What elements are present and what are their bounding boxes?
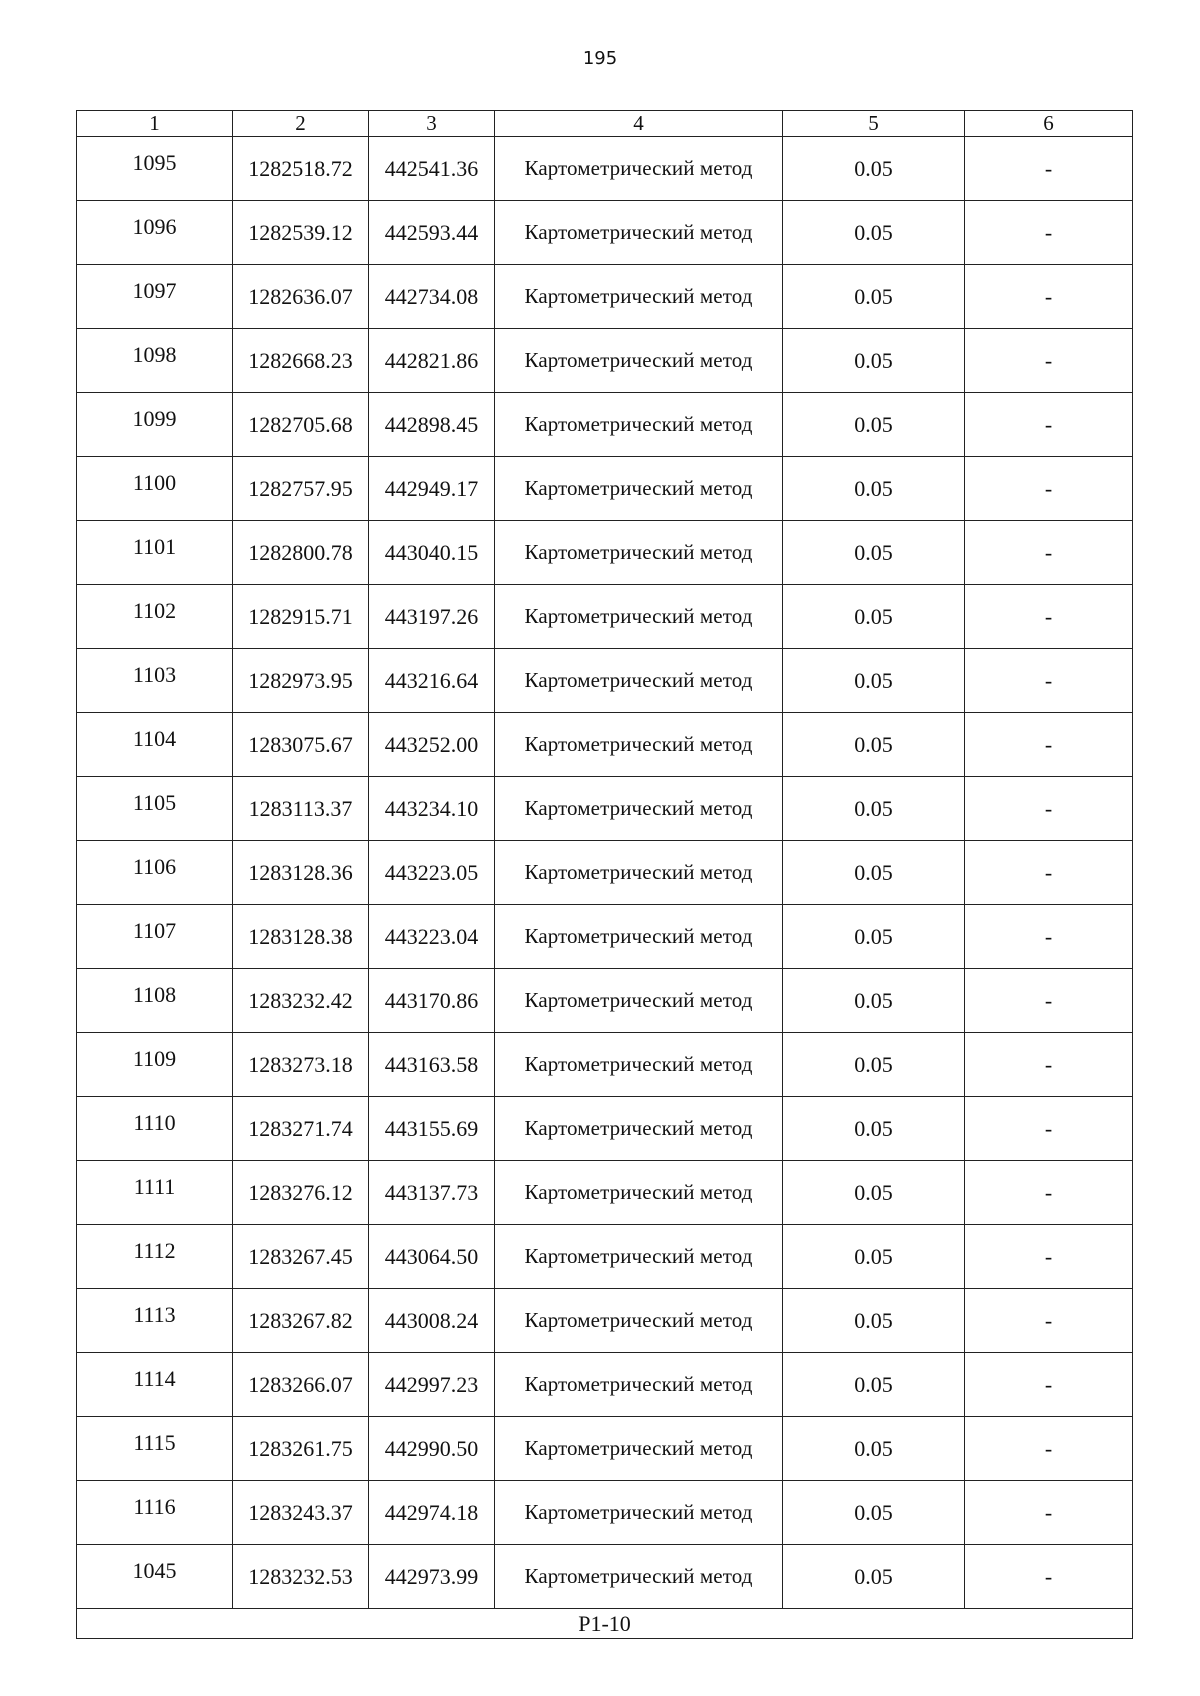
table-row xyxy=(77,905,1133,969)
column-header: 4 xyxy=(495,111,783,137)
method-cell: Картометрический метод xyxy=(495,969,783,1033)
description-cell: - xyxy=(965,1097,1133,1161)
point-number-cell: 1108 xyxy=(77,969,233,1033)
x-coordinate-cell: 1283232.42 xyxy=(233,969,369,1033)
x-coordinate-cell: 1283128.38 xyxy=(233,905,369,969)
point-number-cell: 1096 xyxy=(77,201,233,265)
header-row xyxy=(77,111,1133,137)
accuracy-cell: 0.05 xyxy=(783,521,965,585)
method-cell: Картометрический метод xyxy=(495,649,783,713)
table-row xyxy=(77,713,1133,777)
y-coordinate-cell: 443252.00 xyxy=(369,713,495,777)
x-coordinate-cell: 1283113.37 xyxy=(233,777,369,841)
description-cell: - xyxy=(965,1289,1133,1353)
x-coordinate-cell: 1283276.12 xyxy=(233,1161,369,1225)
table-body xyxy=(77,137,1133,1609)
description-cell: - xyxy=(965,905,1133,969)
accuracy-cell: 0.05 xyxy=(783,1481,965,1545)
accuracy-cell: 0.05 xyxy=(783,265,965,329)
x-coordinate-cell: 1282757.95 xyxy=(233,457,369,521)
x-coordinate-cell: 1283266.07 xyxy=(233,1353,369,1417)
table-row xyxy=(77,1033,1133,1097)
column-header: 1 xyxy=(77,111,233,137)
method-cell: Картометрический метод xyxy=(495,457,783,521)
method-cell: Картометрический метод xyxy=(495,841,783,905)
method-cell: Картометрический метод xyxy=(495,521,783,585)
method-cell: Картометрический метод xyxy=(495,1033,783,1097)
method-cell: Картометрический метод xyxy=(495,1417,783,1481)
description-cell: - xyxy=(965,521,1133,585)
method-cell: Картометрический метод xyxy=(495,1225,783,1289)
x-coordinate-cell: 1282973.95 xyxy=(233,649,369,713)
table-row xyxy=(77,1417,1133,1481)
description-cell: - xyxy=(965,1033,1133,1097)
accuracy-cell: 0.05 xyxy=(783,201,965,265)
method-cell: Картометрический метод xyxy=(495,1097,783,1161)
accuracy-cell: 0.05 xyxy=(783,1225,965,1289)
description-cell: - xyxy=(965,201,1133,265)
point-number-cell: 1106 xyxy=(77,841,233,905)
method-cell: Картометрический метод xyxy=(495,393,783,457)
y-coordinate-cell: 443223.04 xyxy=(369,905,495,969)
description-cell: - xyxy=(965,137,1133,201)
accuracy-cell: 0.05 xyxy=(783,1033,965,1097)
y-coordinate-cell: 442734.08 xyxy=(369,265,495,329)
accuracy-cell: 0.05 xyxy=(783,329,965,393)
y-coordinate-cell: 442898.45 xyxy=(369,393,495,457)
x-coordinate-cell: 1283273.18 xyxy=(233,1033,369,1097)
description-cell: - xyxy=(965,1545,1133,1609)
table-row xyxy=(77,329,1133,393)
column-header: 5 xyxy=(783,111,965,137)
table-row xyxy=(77,1289,1133,1353)
page-number: 195 xyxy=(582,48,618,69)
description-cell: - xyxy=(965,1225,1133,1289)
point-number-cell: 1105 xyxy=(77,777,233,841)
point-number-cell: 1111 xyxy=(77,1161,233,1225)
x-coordinate-cell: 1283232.53 xyxy=(233,1545,369,1609)
table-row xyxy=(77,841,1133,905)
point-number-cell: 1109 xyxy=(77,1033,233,1097)
accuracy-cell: 0.05 xyxy=(783,777,965,841)
accuracy-cell: 0.05 xyxy=(783,1161,965,1225)
point-number-cell: 1104 xyxy=(77,713,233,777)
description-cell: - xyxy=(965,393,1133,457)
method-cell: Картометрический метод xyxy=(495,905,783,969)
point-number-cell: 1098 xyxy=(77,329,233,393)
x-coordinate-cell: 1283243.37 xyxy=(233,1481,369,1545)
x-coordinate-cell: 1282518.72 xyxy=(233,137,369,201)
x-coordinate-cell: 1283267.45 xyxy=(233,1225,369,1289)
accuracy-cell: 0.05 xyxy=(783,1097,965,1161)
accuracy-cell: 0.05 xyxy=(783,457,965,521)
y-coordinate-cell: 442949.17 xyxy=(369,457,495,521)
method-cell: Картометрический метод xyxy=(495,1353,783,1417)
y-coordinate-cell: 442541.36 xyxy=(369,137,495,201)
table-row xyxy=(77,265,1133,329)
point-number-cell: 1113 xyxy=(77,1289,233,1353)
accuracy-cell: 0.05 xyxy=(783,585,965,649)
y-coordinate-cell: 443216.64 xyxy=(369,649,495,713)
table-row xyxy=(77,201,1133,265)
x-coordinate-cell: 1282915.71 xyxy=(233,585,369,649)
description-cell: - xyxy=(965,1417,1133,1481)
description-cell: - xyxy=(965,969,1133,1033)
y-coordinate-cell: 443137.73 xyxy=(369,1161,495,1225)
column-header: 6 xyxy=(965,111,1133,137)
y-coordinate-cell: 443040.15 xyxy=(369,521,495,585)
point-number-cell: 1103 xyxy=(77,649,233,713)
column-header: 2 xyxy=(233,111,369,137)
accuracy-cell: 0.05 xyxy=(783,1289,965,1353)
y-coordinate-cell: 442973.99 xyxy=(369,1545,495,1609)
x-coordinate-cell: 1283261.75 xyxy=(233,1417,369,1481)
point-number-cell: 1115 xyxy=(77,1417,233,1481)
point-number-cell: 1112 xyxy=(77,1225,233,1289)
description-cell: - xyxy=(965,329,1133,393)
description-cell: - xyxy=(965,265,1133,329)
accuracy-cell: 0.05 xyxy=(783,841,965,905)
y-coordinate-cell: 442997.23 xyxy=(369,1353,495,1417)
method-cell: Картометрический метод xyxy=(495,1161,783,1225)
y-coordinate-cell: 443197.26 xyxy=(369,585,495,649)
y-coordinate-cell: 442821.86 xyxy=(369,329,495,393)
table-row xyxy=(77,969,1133,1033)
coordinates-table xyxy=(76,110,1133,1639)
point-number-cell: 1099 xyxy=(77,393,233,457)
x-coordinate-cell: 1282800.78 xyxy=(233,521,369,585)
table-row xyxy=(77,1225,1133,1289)
description-cell: - xyxy=(965,841,1133,905)
description-cell: - xyxy=(965,457,1133,521)
method-cell: Картометрический метод xyxy=(495,329,783,393)
point-number-cell: 1095 xyxy=(77,137,233,201)
accuracy-cell: 0.05 xyxy=(783,1545,965,1609)
table-row xyxy=(77,649,1133,713)
accuracy-cell: 0.05 xyxy=(783,137,965,201)
description-cell: - xyxy=(965,777,1133,841)
point-number-cell: 1100 xyxy=(77,457,233,521)
x-coordinate-cell: 1283075.67 xyxy=(233,713,369,777)
point-number-cell: 1116 xyxy=(77,1481,233,1545)
y-coordinate-cell: 442593.44 xyxy=(369,201,495,265)
point-number-cell: 1101 xyxy=(77,521,233,585)
y-coordinate-cell: 443234.10 xyxy=(369,777,495,841)
table-row xyxy=(77,1353,1133,1417)
method-cell: Картометрический метод xyxy=(495,1289,783,1353)
table-row xyxy=(77,1097,1133,1161)
method-cell: Картометрический метод xyxy=(495,585,783,649)
description-cell: - xyxy=(965,1353,1133,1417)
method-cell: Картометрический метод xyxy=(495,713,783,777)
accuracy-cell: 0.05 xyxy=(783,969,965,1033)
table-row xyxy=(77,393,1133,457)
y-coordinate-cell: 443170.86 xyxy=(369,969,495,1033)
y-coordinate-cell: 442974.18 xyxy=(369,1481,495,1545)
y-coordinate-cell: 443064.50 xyxy=(369,1225,495,1289)
x-coordinate-cell: 1283128.36 xyxy=(233,841,369,905)
y-coordinate-cell: 442990.50 xyxy=(369,1417,495,1481)
table-row xyxy=(77,777,1133,841)
x-coordinate-cell: 1282668.23 xyxy=(233,329,369,393)
accuracy-cell: 0.05 xyxy=(783,649,965,713)
x-coordinate-cell: 1283271.74 xyxy=(233,1097,369,1161)
table-row xyxy=(77,1545,1133,1609)
footer-row xyxy=(77,1609,1133,1639)
method-cell: Картометрический метод xyxy=(495,137,783,201)
table-footer-code: Р1-10 xyxy=(77,1609,1133,1639)
y-coordinate-cell: 443155.69 xyxy=(369,1097,495,1161)
table-row xyxy=(77,1161,1133,1225)
column-header: 3 xyxy=(369,111,495,137)
point-number-cell: 1114 xyxy=(77,1353,233,1417)
description-cell: - xyxy=(965,1481,1133,1545)
accuracy-cell: 0.05 xyxy=(783,713,965,777)
point-number-cell: 1110 xyxy=(77,1097,233,1161)
table-row xyxy=(77,1481,1133,1545)
x-coordinate-cell: 1282705.68 xyxy=(233,393,369,457)
method-cell: Картометрический метод xyxy=(495,201,783,265)
method-cell: Картометрический метод xyxy=(495,777,783,841)
description-cell: - xyxy=(965,713,1133,777)
x-coordinate-cell: 1282539.12 xyxy=(233,201,369,265)
accuracy-cell: 0.05 xyxy=(783,905,965,969)
table-row xyxy=(77,521,1133,585)
table-row xyxy=(77,585,1133,649)
method-cell: Картометрический метод xyxy=(495,1545,783,1609)
accuracy-cell: 0.05 xyxy=(783,1417,965,1481)
x-coordinate-cell: 1282636.07 xyxy=(233,265,369,329)
method-cell: Картометрический метод xyxy=(495,1481,783,1545)
point-number-cell: 1097 xyxy=(77,265,233,329)
accuracy-cell: 0.05 xyxy=(783,1353,965,1417)
point-number-cell: 1045 xyxy=(77,1545,233,1609)
x-coordinate-cell: 1283267.82 xyxy=(233,1289,369,1353)
y-coordinate-cell: 443223.05 xyxy=(369,841,495,905)
method-cell: Картометрический метод xyxy=(495,265,783,329)
description-cell: - xyxy=(965,649,1133,713)
accuracy-cell: 0.05 xyxy=(783,393,965,457)
description-cell: - xyxy=(965,1161,1133,1225)
y-coordinate-cell: 443008.24 xyxy=(369,1289,495,1353)
table-row xyxy=(77,137,1133,201)
point-number-cell: 1102 xyxy=(77,585,233,649)
description-cell: - xyxy=(965,585,1133,649)
table-row xyxy=(77,457,1133,521)
y-coordinate-cell: 443163.58 xyxy=(369,1033,495,1097)
point-number-cell: 1107 xyxy=(77,905,233,969)
